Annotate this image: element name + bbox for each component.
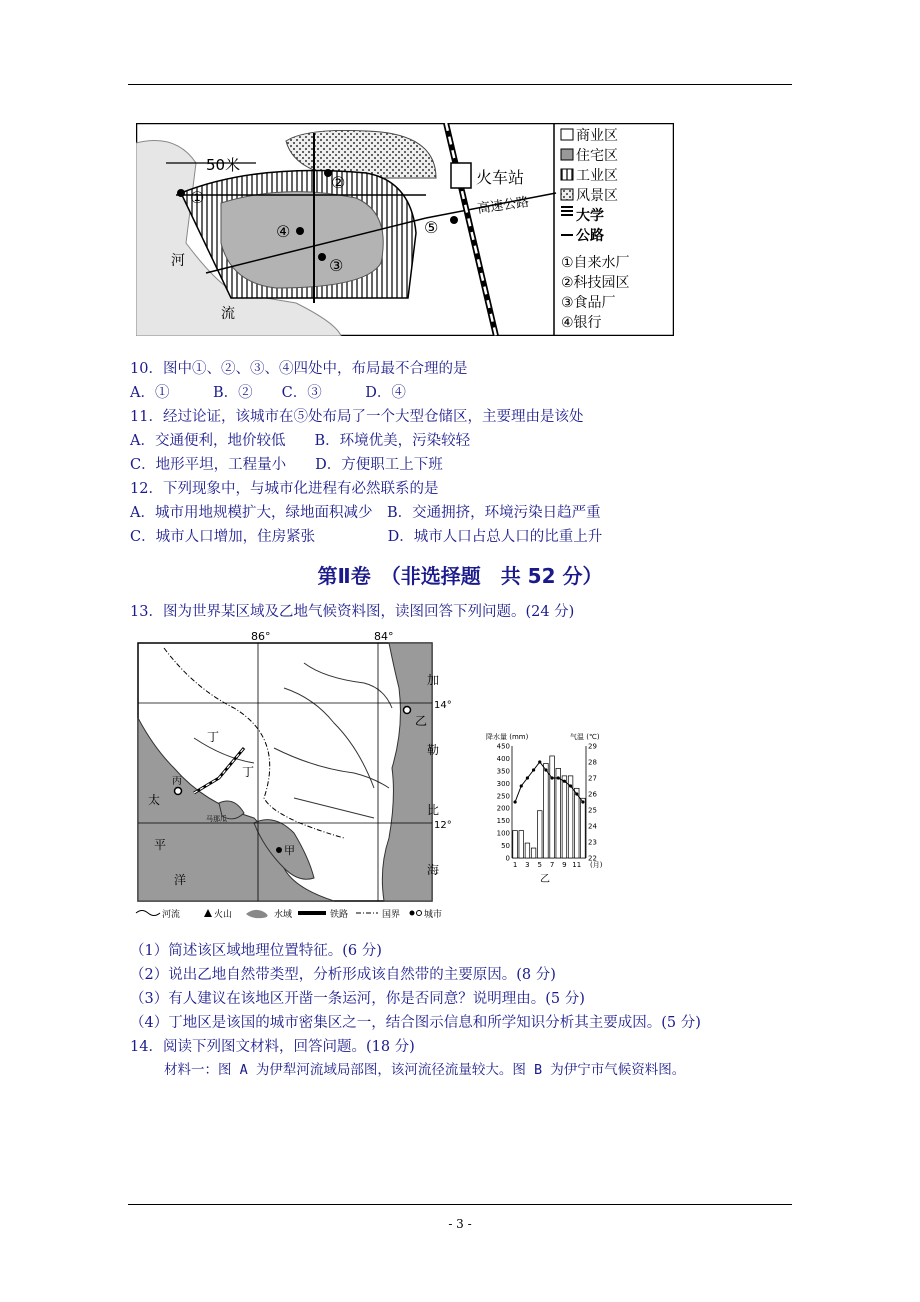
- chart-left-tick: 150: [496, 817, 510, 826]
- section-title: 第Ⅱ卷 （非选择题 共 52 分）: [317, 564, 603, 588]
- chart-right-tick: 22: [588, 854, 597, 863]
- label-bing: 丙: [172, 776, 182, 787]
- label-ding: 丁: [207, 730, 220, 744]
- chart-temp-point: [569, 784, 572, 787]
- chart-precip-bar: [544, 763, 549, 858]
- legend-scenic: 风景区: [576, 188, 618, 204]
- q13-sub-2: （2）说出乙地自然带类型，分析形成该自然带的主要原因。(8 分): [130, 967, 556, 983]
- chart-right-tick: 24: [588, 822, 597, 831]
- chart-caption: 乙: [540, 874, 550, 885]
- q10-stem: 10．图中①、②、③、④四处中，布局最不合理的是: [130, 361, 468, 377]
- q10-options: A．① B．② C．③ D．④: [130, 385, 406, 401]
- chart-precip-bar: [550, 756, 555, 858]
- chart-precip-bar: [574, 788, 579, 858]
- chart-temp-point: [550, 776, 553, 779]
- chart-precip-bar: [519, 831, 524, 858]
- label-ding-2: 丁: [242, 765, 255, 779]
- point-3-dot: [318, 253, 326, 261]
- chart-left-tick: 100: [496, 829, 510, 838]
- chart-x-tick: 5: [537, 861, 542, 869]
- q13-intro: 13．图为世界某区域及乙地气候资料图，读图回答下列问题。(24 分): [130, 604, 575, 620]
- chart-temp-point: [538, 760, 541, 763]
- ocean-char-3: 洋: [174, 873, 187, 887]
- chart-precip-bar: [513, 831, 518, 858]
- sea-char-3: 比: [427, 803, 440, 817]
- q13-sub-1: （1）简述该区域地理位置特征。(6 分): [130, 943, 382, 959]
- chart-temp-point: [563, 780, 566, 783]
- climate-chart: [484, 730, 614, 886]
- legend-city: 城市: [424, 910, 443, 920]
- chart-left-tick: 200: [496, 804, 510, 813]
- legend-residential: 住宅区: [576, 148, 618, 164]
- legend-railway: 铁路: [330, 910, 349, 920]
- chart-left-tick: 300: [496, 779, 510, 788]
- legend-waterworks: ①自来水厂: [561, 255, 630, 271]
- chart-right-tick: 28: [588, 758, 597, 767]
- chart-left-tick: 400: [496, 754, 510, 763]
- point-1-label: ①: [190, 188, 205, 207]
- legend-techpark: ②科技园区: [561, 275, 630, 291]
- legend-university: 大学: [576, 208, 604, 224]
- q11-stem: 11．经过论证，该城市在⑤处布局了一个大型仓储区，主要理由是该处: [130, 409, 584, 425]
- ocean-char-2: 平: [154, 838, 167, 852]
- label-yi: 乙: [415, 714, 428, 728]
- chart-x-tick: 1: [512, 861, 518, 869]
- legend-border: 国界: [382, 910, 401, 920]
- chart-precip-bar: [556, 768, 561, 858]
- chart-right-axis-title: 气温 (℃): [570, 733, 600, 741]
- legend-road: 公路: [576, 228, 604, 244]
- lat-14: 14°: [434, 700, 452, 711]
- river-char-2: 流: [221, 306, 235, 322]
- q13-sub-3: （3）有人建议在该地区开凿一条运河，你是否同意？说明理由。(5 分): [130, 991, 585, 1007]
- footer-rule: [128, 1204, 792, 1205]
- point-4-label: ④: [276, 222, 291, 241]
- lon-84: 84°: [374, 630, 394, 643]
- chart-left-axis-title: 降水量 (mm): [486, 733, 529, 741]
- station-label: 火车站: [476, 168, 525, 187]
- region-map: [134, 628, 472, 920]
- chart-right-tick: 29: [588, 742, 597, 751]
- chart-left-tick: 50: [501, 842, 510, 851]
- chart-x-tick: (月): [590, 861, 603, 869]
- material-1: 材料一：图 A 为伊犁河流域局部图，该河流径流量较大。图 B 为伊宁市气候资料图。: [164, 1062, 686, 1078]
- chart-precip-bar: [537, 811, 542, 858]
- chart-temp-point: [513, 800, 516, 803]
- city-layout-map: [136, 123, 674, 336]
- city-yi: [404, 707, 411, 714]
- chart-left-tick: 450: [496, 742, 510, 751]
- lon-86: 86°: [251, 630, 271, 643]
- chart-right-tick: 27: [588, 774, 597, 783]
- chart-left-tick: 0: [505, 854, 510, 863]
- sea-char-1: 加: [427, 673, 440, 687]
- header-rule: [128, 84, 792, 85]
- page-number: - 3 -: [448, 1217, 472, 1231]
- legend-foodfactory: ③食品厂: [561, 295, 616, 311]
- chart-temp-point: [544, 768, 547, 771]
- chart-precip-bar: [562, 776, 567, 858]
- point-4-dot: [296, 227, 304, 235]
- point-5-label: ⑤: [424, 218, 439, 237]
- chart-precip-bar: [581, 798, 586, 858]
- q12-options-ab: A．城市用地规模扩大，绿地面积减少 B．交通拥挤，环境污染日趋严重: [130, 505, 601, 521]
- highway-label: 高速公路: [476, 194, 531, 217]
- label-managua: 马那瓜: [206, 815, 227, 823]
- legend-bank: ④银行: [561, 315, 602, 331]
- chart-temp-point: [557, 776, 560, 779]
- map2-legend: [136, 908, 442, 920]
- q14-intro: 14．阅读下列图文材料，回答问题。(18 分): [130, 1039, 415, 1055]
- chart-temp-point: [520, 784, 523, 787]
- chart-temp-point: [532, 768, 535, 771]
- q11-options-ab: A．交通便利，地价较低 B．环境优美，污染较轻: [130, 433, 471, 449]
- chart-x-tick: 9: [562, 861, 567, 869]
- label-jia: 甲: [284, 844, 295, 857]
- chart-precip-bar: [525, 843, 530, 858]
- chart-left-tick: 250: [496, 792, 510, 801]
- sea-char-4: 海: [427, 863, 440, 877]
- point-2-label: ②: [331, 173, 346, 192]
- city-jia: [276, 847, 282, 853]
- chart-x-tick: 3: [525, 861, 530, 869]
- q11-options-cd: C．地形平坦，工程量小 D．方便职工上下班: [130, 457, 443, 473]
- lat-12: 12°: [434, 820, 452, 831]
- chart-temp-point: [575, 792, 578, 795]
- legend-river: 河流: [162, 910, 181, 920]
- chart-temp-point: [526, 776, 529, 779]
- legend-volcano: 火山: [214, 910, 233, 920]
- chart-right-tick: 26: [588, 790, 597, 799]
- chart-x-tick: 11: [572, 861, 582, 869]
- sea-char-2: 勒: [427, 743, 440, 757]
- point-5-dot: [450, 216, 458, 224]
- legend-commercial: 商业区: [576, 128, 618, 144]
- chart-left-tick: 350: [496, 767, 510, 776]
- chart-temp-point: [581, 800, 584, 803]
- chart-right-tick: 23: [588, 838, 597, 847]
- distance-label: 50米: [206, 156, 241, 174]
- chart-x-tick: 7: [549, 861, 555, 869]
- city-bing: [175, 788, 182, 795]
- point-1-dot: [177, 189, 185, 197]
- q12-options-cd: C．城市人口增加，住房紧张 D．城市人口占总人口的比重上升: [130, 529, 603, 545]
- q12-stem: 12．下列现象中，与城市化进程有必然联系的是: [130, 481, 439, 497]
- q13-sub-4: （4）丁地区是该国的城市密集区之一，结合图示信息和所学知识分析其主要成因。(5 分): [130, 1015, 701, 1031]
- chart-precip-bar: [531, 848, 536, 858]
- legend-industrial: 工业区: [576, 168, 618, 184]
- ocean-char-1: 太: [148, 793, 161, 807]
- point-3-label: ③: [329, 256, 344, 275]
- chart-right-tick: 25: [588, 806, 597, 815]
- river-char-1: 河: [171, 253, 185, 269]
- legend-water: 水域: [274, 910, 293, 920]
